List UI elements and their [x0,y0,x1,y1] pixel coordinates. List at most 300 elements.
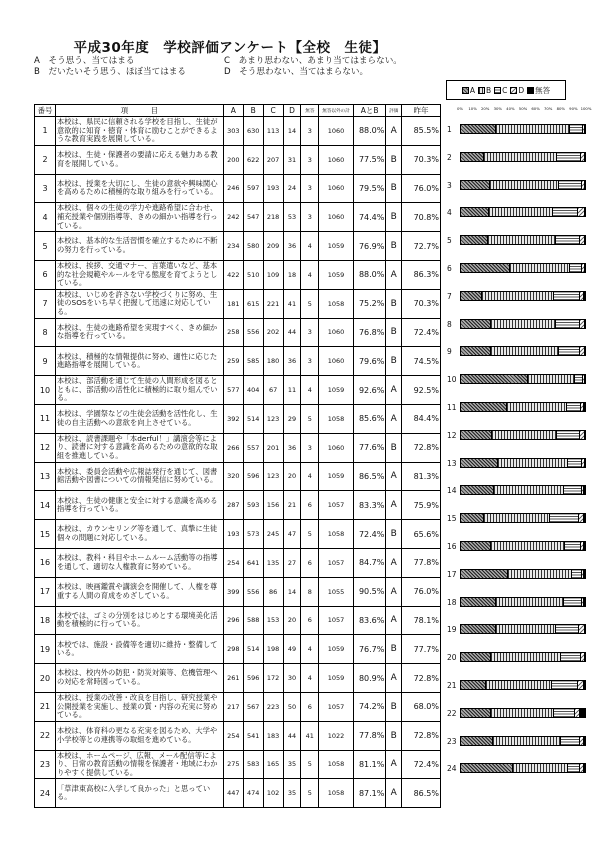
cell-total: 1057 [319,692,354,721]
cell-a: 422 [223,260,243,289]
cell-na: 3 [301,318,319,347]
chart-row-number: 1 [447,125,452,134]
stacked-bar [460,736,586,746]
cell-ev: B [386,232,402,261]
cell-no: 14 [35,491,56,520]
cell-ev: A [386,750,402,779]
cell-ev: B [386,145,402,174]
bar-segment-no-answer [584,542,585,550]
cell-d: 27 [283,548,301,577]
cell-d: 50 [283,692,301,721]
table-row [35,692,441,721]
cell-no: 12 [35,433,56,462]
bar-segment-c [553,208,578,216]
cell-b: 622 [243,145,263,174]
bar-segment-no-answer [584,403,585,411]
bar-segment-a [461,153,484,161]
chart-row [444,476,594,504]
axis-tick-label: 60% [531,106,540,111]
bar-segment-b [491,320,556,328]
cell-ab: 77.6% [353,433,386,462]
cell-ab: 83.3% [353,491,386,520]
cell-ev: A [386,376,402,405]
bar-segment-c [556,236,580,244]
chart-row [444,143,594,171]
cell-no: 1 [35,117,56,146]
chart-row [444,560,594,588]
cell-prev: 70.8% [402,203,441,232]
cell-ab: 79.5% [353,174,386,203]
cell-b: 615 [243,289,263,318]
chart-row-number: 12 [447,430,457,440]
chart-row-number: 4 [447,208,452,218]
axis-tick-label: 100% [580,106,592,111]
cell-c: 172 [263,664,283,693]
table-row [35,289,441,318]
bar-segment-b [491,542,566,550]
cell-d: 35 [283,750,301,779]
bar-segment-no-answer [584,737,585,745]
chart-row-number: 2 [447,152,452,162]
bar-segment-c [554,292,580,300]
cell-total: 1058 [319,289,354,318]
cell-na: 6 [301,692,319,721]
stacked-bar [460,680,586,690]
table-row [35,260,441,289]
table-row [35,433,441,462]
cell-prev: 86.5% [402,779,441,808]
bar-segment-no-answer [580,709,585,717]
cell-c: 223 [263,692,283,721]
legend-b: B だいたいそう思う、ほぼ当てはまる [34,67,186,77]
chart-row-number: 17 [447,569,457,579]
header-b: B [243,105,263,117]
axis-tick-label: 90% [569,106,578,111]
cell-b: 556 [243,577,263,606]
cell-prev: 86.3% [402,260,441,289]
bar-segment-a [461,236,488,244]
bar-segment-a [461,320,491,328]
cell-d: 14 [283,117,301,146]
cell-b: 514 [243,635,263,664]
cell-c: 198 [263,635,283,664]
cell-b: 593 [243,491,263,520]
cell-ev: A [386,404,402,433]
key-label: 無答 [535,85,551,95]
cell-d: 20 [283,462,301,491]
chart-row [444,310,594,338]
bar-segment-c [564,598,582,606]
cell-c: 153 [263,606,283,635]
cell-d: 21 [283,491,301,520]
bar-segment-c [561,653,581,661]
stacked-bar [460,291,586,301]
cell-a: 577 [223,376,243,405]
cell-d: 36 [283,347,301,376]
cell-total: 1060 [319,203,354,232]
cell-na: 3 [301,203,319,232]
cell-ev: B [386,203,402,232]
cell-no: 20 [35,664,56,693]
bar-segment-b [491,653,561,661]
cell-a: 298 [223,635,243,664]
cell-no: 13 [35,462,56,491]
cell-b: 510 [243,260,263,289]
header-c: C [263,105,283,117]
cell-d: 44 [283,721,301,750]
bar-segment-c [557,153,581,161]
cell-a: 246 [223,174,243,203]
stacked-bar [460,569,586,579]
chart-row [444,198,594,226]
bar-segment-a [461,125,496,133]
table-row [35,174,441,203]
chart-row [444,643,594,671]
cell-ab: 76.7% [353,635,386,664]
cell-d: 44 [283,318,301,347]
cell-ev: A [386,779,402,808]
cell-prev: 77.7% [402,635,441,664]
cell-na: 5 [301,779,319,808]
cell-c: 201 [263,433,283,462]
cell-b: 596 [243,664,263,693]
answer-legend [34,56,402,78]
cell-total: 1059 [319,635,354,664]
cell-item: 本校は、挨拶、交通マナー、言葉遣いなど、基本的な社会規範やルールを守る態度を育てようとしている。 [55,260,223,289]
cell-prev: 81.3% [402,462,441,491]
cell-na: 3 [301,117,319,146]
chart-row-number: 21 [447,681,457,690]
stacked-bar [460,541,586,551]
chart-row [444,532,594,560]
cell-na: 6 [301,606,319,635]
bar-segment-c [565,542,581,550]
bar-segment-no-answer [584,292,585,300]
cell-ab: 77.8% [353,721,386,750]
cell-item: 本校は、授業の改善・改良を目指し、研究授業や公開授業を実施し、授業の質・内容の充実に努めている。 [55,692,223,721]
chart-row [444,754,594,782]
cell-b: 588 [243,606,263,635]
cell-b: 585 [243,347,263,376]
bar-segment-c [554,709,575,717]
survey-table [34,104,441,808]
cell-c: 221 [263,289,283,318]
chart-row-number: 22 [447,708,457,718]
cell-ev: B [386,318,402,347]
table-row [35,606,441,635]
bar-segment-a [461,292,482,300]
cell-a: 234 [223,232,243,261]
bar-segment-b [513,764,568,772]
cell-a: 200 [223,145,243,174]
cell-item: 本校は、県民に信頼される学校を目指し、生徒が意欲的に知育・徳育・体育に励むことができるような教育実践を展開している。 [55,117,223,146]
bar-segment-no-answer [584,514,585,522]
cell-no: 23 [35,750,56,779]
cell-d: 18 [283,260,301,289]
key-item [510,86,524,95]
cell-prev: 84.4% [402,404,441,433]
stacked-bar [460,402,586,412]
chart-row-number: 20 [447,653,457,663]
cell-total: 1059 [319,462,354,491]
cell-d: 36 [283,433,301,462]
cell-item: 本校は、授業を大切にし、生徒の意欲や興味関心を高めるために積極的な取り組みを行っている。 [55,174,223,203]
bar-segment-a [461,375,528,383]
cell-ab: 76.8% [353,318,386,347]
cell-item: 本校は、個々の生徒の学力や進路希望に合わせ、補充授業や個別指導等、きめの細かい指導を行っている。 [55,203,223,232]
cell-d: 20 [283,606,301,635]
cell-ev: A [386,577,402,606]
cell-na: 6 [301,491,319,520]
cell-c: 113 [263,117,283,146]
cell-ab: 84.7% [353,548,386,577]
cell-c: 86 [263,577,283,606]
key-swatch-icon [510,87,517,94]
stacked-bar [460,624,586,634]
cell-a: 254 [223,548,243,577]
stacked-bar [460,235,586,245]
bar-segment-a [461,514,484,522]
cell-ev: B [386,692,402,721]
cell-na: 3 [301,145,319,174]
stacked-bar [460,763,586,773]
key-label: D [518,85,525,95]
cell-c: 207 [263,145,283,174]
cell-total: 1022 [319,721,354,750]
chart-row [444,282,594,310]
cell-b: 567 [243,692,263,721]
cell-ab: 80.9% [353,664,386,693]
cell-b: 597 [243,174,263,203]
cell-prev: 72.8% [402,721,441,750]
cell-b: 514 [243,404,263,433]
table-row [35,721,441,750]
cell-a: 275 [223,750,243,779]
cell-item: 本校は、読書課題や「本derful！」講演会等により、読書に対する意識を高めるための意欲的な取組を推進している。 [55,433,223,462]
cell-d: 24 [283,174,301,203]
bar-segment-b [489,208,553,216]
cell-c: 245 [263,520,283,549]
chart-row-number: 9 [447,347,452,357]
bar-segment-c [568,764,580,772]
table-row [35,117,441,146]
cell-b: 596 [243,462,263,491]
stacked-bar [460,346,586,356]
cell-prev: 70.3% [402,145,441,174]
table-row [35,750,441,779]
cell-d: 29 [283,404,301,433]
cell-ev: B [386,520,402,549]
bar-segment-c [570,125,583,133]
cell-item: 本校では、施設・設備等を適切に維持・整備している。 [55,635,223,664]
cell-d: 47 [283,520,301,549]
cell-na: 4 [301,462,319,491]
cell-total: 1060 [319,145,354,174]
bar-segment-a [461,737,493,745]
cell-total: 1058 [319,750,354,779]
bar-segment-b [496,625,556,633]
cell-ab: 77.5% [353,145,386,174]
bar-segment-b [508,570,573,578]
cell-b: 580 [243,232,263,261]
table-row [35,548,441,577]
table-row [35,318,441,347]
header-last-year: 昨年 [402,105,441,117]
cell-prev: 65.6% [402,520,441,549]
cell-d: 36 [283,232,301,261]
cell-b: 556 [243,318,263,347]
table-row [35,664,441,693]
chart-row [444,226,594,254]
bar-segment-b [496,598,565,606]
cell-no: 3 [35,174,56,203]
header-no: 番号 [35,105,56,117]
chart-row [444,588,594,616]
cell-total: 1058 [319,404,354,433]
cell-prev: 76.0% [402,174,441,203]
cell-ev: B [386,289,402,318]
stacked-bar [460,708,586,718]
chart-axis [456,106,592,114]
axis-tick-label: 0% [456,106,464,111]
bar-segment-c [564,486,582,494]
cell-na: 4 [301,232,319,261]
cell-c: 180 [263,347,283,376]
cell-item: 本校は、積極的な情報提供に努め、適性に応じた進路指導を展開している。 [55,347,223,376]
cell-a: 254 [223,721,243,750]
bar-segment-b [498,459,568,467]
bar-segment-b [510,264,569,272]
cell-total: 1059 [319,232,354,261]
cell-item: 本校では、ゴミの分別をはじめとする環境美化活動を積極的に行っている。 [55,606,223,635]
chart-row-number: 18 [447,597,457,607]
cell-item: 本校は、校内外の防犯・防災対策等、危機管理への対応を常時図っている。 [55,664,223,693]
key-item [527,85,550,96]
cell-prev: 76.0% [402,577,441,606]
stacked-bar [460,180,586,190]
cell-total: 1060 [319,347,354,376]
cell-na: 4 [301,260,319,289]
chart-row-number: 10 [447,375,457,385]
stacked-bar [460,458,586,468]
cell-b: 474 [243,779,263,808]
cell-b: 557 [243,433,263,462]
chart-row [444,171,594,199]
header-d: D [283,105,301,117]
cell-item: 本校は、映画鑑賞や講演会を開催して、人権を尊重する人間の育成をめざしている。 [55,577,223,606]
cell-b: 583 [243,750,263,779]
header-evaluation: 評価 [386,105,402,117]
stacked-bar [460,207,586,217]
chart-row-number: 23 [447,736,457,746]
cell-ab: 90.5% [353,577,386,606]
legend-row [34,67,402,78]
table-row [35,232,441,261]
cell-prev: 75.9% [402,491,441,520]
cell-d: 31 [283,145,301,174]
cell-na: 4 [301,635,319,664]
cell-na: 3 [301,347,319,376]
table-row [35,347,441,376]
stacked-bar [460,597,586,607]
cell-c: 218 [263,203,283,232]
cell-na: 3 [301,174,319,203]
chart-row [444,421,594,449]
cell-ab: 88.0% [353,260,386,289]
cell-d: 11 [283,376,301,405]
cell-no: 2 [35,145,56,174]
table-row [35,462,441,491]
bar-segment-c [559,347,580,355]
bar-segment-a [461,459,498,467]
bar-segment-a [461,709,491,717]
cell-item: 本校は、いじめを許さない学校づくりに努め、生徒のSOSをいち早く把握して迅速に対応している。 [55,289,223,318]
cell-ab: 72.4% [353,520,386,549]
chart-row-number: 5 [447,236,452,246]
header-total: 無答以外の計 [319,105,354,117]
chart-row [444,504,594,532]
cell-item: 本校は、基本的な生活習慣を確立するために不断の努力を行っている。 [55,232,223,261]
cell-no: 21 [35,692,56,721]
cell-c: 67 [263,376,283,405]
cell-a: 320 [223,462,243,491]
legend-a: A そう思う、当てはまる [34,56,135,66]
cell-b: 641 [243,548,263,577]
cell-no: 9 [35,347,56,376]
cell-prev: 78.1% [402,606,441,635]
cell-no: 5 [35,232,56,261]
chart-row-number: 15 [447,514,457,524]
bar-segment-c [570,264,583,272]
cell-prev: 72.4% [402,750,441,779]
cell-ev: A [386,491,402,520]
stacked-bar [460,652,586,662]
cell-d: 14 [283,577,301,606]
bar-segment-b [491,347,559,355]
bar-segment-no-answer [584,681,585,689]
cell-ev: A [386,462,402,491]
cell-total: 1059 [319,664,354,693]
key-item [494,86,507,95]
bar-segment-a [461,764,513,772]
bar-segment-c [552,681,578,689]
header-ab: AとB [353,105,386,117]
axis-tick-label: 80% [556,106,566,111]
cell-ab: 76.9% [353,232,386,261]
cell-c: 156 [263,491,283,520]
cell-total: 1060 [319,433,354,462]
cell-item: 「草津東高校に入学して良かった」と思っている。 [55,779,223,808]
table-row [35,404,441,433]
cell-c: 123 [263,462,283,491]
bar-segment-a [461,625,496,633]
cell-c: 135 [263,548,283,577]
cell-no: 16 [35,548,56,577]
cell-d: 35 [283,779,301,808]
cell-no: 19 [35,635,56,664]
chart-row-number: 14 [447,486,457,496]
cell-no: 17 [35,577,56,606]
bar-segment-b [484,514,551,522]
chart-row [444,449,594,477]
cell-prev: 92.5% [402,376,441,405]
axis-tick-label: 30% [493,106,503,111]
table-row [35,635,441,664]
axis-tick-label: 50% [518,106,528,111]
page-title: 平成30年度 学校評価アンケート【全校 生徒】 [73,40,387,56]
cell-c: 202 [263,318,283,347]
cell-ev: B [386,433,402,462]
